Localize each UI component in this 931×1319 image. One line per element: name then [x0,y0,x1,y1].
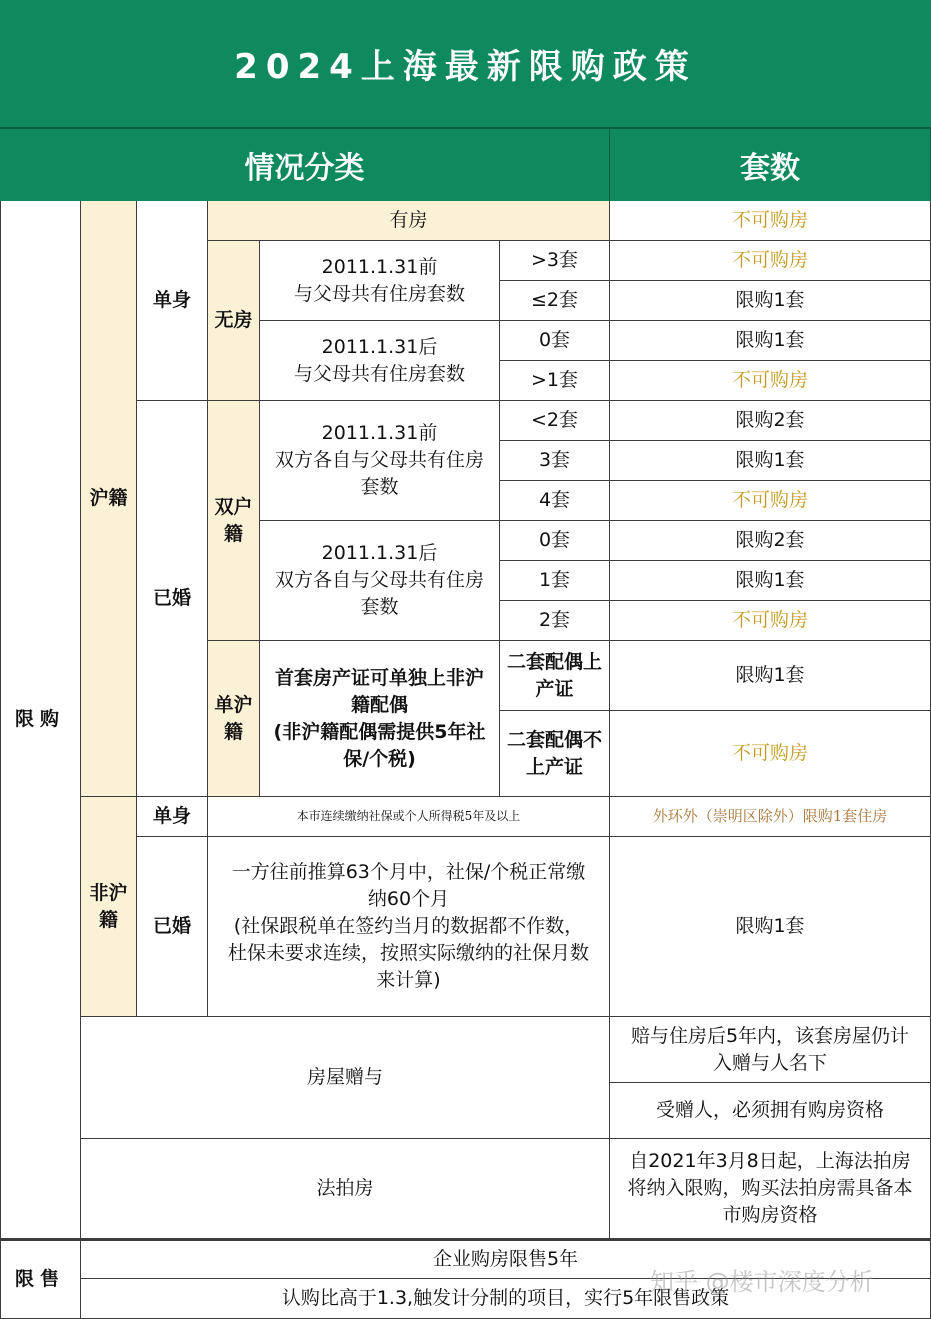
hu-married-single-hu-desc: 首套房产证可单独上非沪 籍配偶 (非沪籍配偶需提供5年社 保/个税) [260,641,500,797]
section-sale-label: 限售 [0,1239,81,1319]
hu-married-spouse-off-result: 不可购房 [610,711,931,797]
hu-single-count-1: >3套 [500,241,610,281]
section-purchase-label: 限购 [0,201,81,1239]
header-count: 套数 [610,129,931,201]
hu-single-result-2: 限购1套 [610,281,931,321]
non-hu-single-result: 外环外（崇明区除外）限购1套住房 [610,797,931,837]
hu-label: 沪籍 [81,201,137,797]
hu-married-count-4: 0套 [500,521,610,561]
hu-single-has-house: 有房 [208,201,610,241]
non-hu-label: 非沪 籍 [81,797,137,1017]
hu-single-count-3: 0套 [500,321,610,361]
hu-single-label: 单身 [137,201,208,401]
hu-married-result-3: 不可购房 [610,481,931,521]
hu-married-double-hu: 双户 籍 [208,401,260,641]
gift-result-1: 赔与住房后5年内，该套房屋仍计 入赠与人名下 [610,1017,931,1083]
hu-married-result-6: 不可购房 [610,601,931,641]
non-hu-single-label: 单身 [137,797,208,837]
hu-single-count-2: ≤2套 [500,281,610,321]
hu-married-result-4: 限购2套 [610,521,931,561]
gift-result-2: 受赠人，必须拥有购房资格 [610,1083,931,1139]
non-hu-married-result: 限购1套 [610,837,931,1017]
hu-single-result-4: 不可购房 [610,361,931,401]
hu-married-spouse-on: 二套配偶上 产证 [500,641,610,711]
hu-single-count-4: >1套 [500,361,610,401]
hu-married-after-2011: 2011.1.31后 双方各自与父母共有住房 套数 [260,521,500,641]
hu-married-count-1: <2套 [500,401,610,441]
hu-married-count-6: 2套 [500,601,610,641]
page-title: 2024上海最新限购政策 [0,0,931,129]
hu-married-label: 已婚 [137,401,208,797]
hu-married-single-hu: 单沪 籍 [208,641,260,797]
hu-married-count-2: 3套 [500,441,610,481]
header-category: 情况分类 [0,129,610,201]
hu-married-result-5: 限购1套 [610,561,931,601]
gift-label: 房屋赠与 [81,1017,610,1139]
hu-single-has-house-result: 不可购房 [610,201,931,241]
hu-married-count-5: 1套 [500,561,610,601]
non-hu-married-desc: 一方往前推算63个月中，社保/个税正常缴 纳60个月 (社保跟税单在签约当月的数据都不作数， 杜保未要求连续，按照实际缴纳的社保月数 来计算) [208,837,610,1017]
non-hu-married-label: 已婚 [137,837,208,1017]
hu-married-count-3: 4套 [500,481,610,521]
auction-label: 法拍房 [81,1139,610,1239]
hu-single-result-3: 限购1套 [610,321,931,361]
hu-single-no-house: 无房 [208,241,260,401]
sale-rule-1: 企业购房限售5年 [81,1239,931,1279]
sale-rule-2: 认购比高于1.3,触发计分制的项目，实行5年限售政策 [81,1279,931,1319]
hu-single-before-2011: 2011.1.31前 与父母共有住房套数 [260,241,500,321]
hu-single-result-1: 不可购房 [610,241,931,281]
auction-result: 自2021年3月8日起，上海法拍房 将纳入限购，购买法拍房需具备本 市购房资格 [610,1139,931,1239]
hu-married-spouse-on-result: 限购1套 [610,641,931,711]
hu-married-result-2: 限购1套 [610,441,931,481]
non-hu-single-desc: 本市连续缴纳社保或个人所得税5年及以上 [208,797,610,837]
hu-single-after-2011: 2011.1.31后 与父母共有住房套数 [260,321,500,401]
watermark: 知乎 @楼市深度分析 [650,1268,874,1296]
hu-married-spouse-off: 二套配偶不 上产证 [500,711,610,797]
hu-married-result-1: 限购2套 [610,401,931,441]
hu-married-before-2011: 2011.1.31前 双方各自与父母共有住房 套数 [260,401,500,521]
